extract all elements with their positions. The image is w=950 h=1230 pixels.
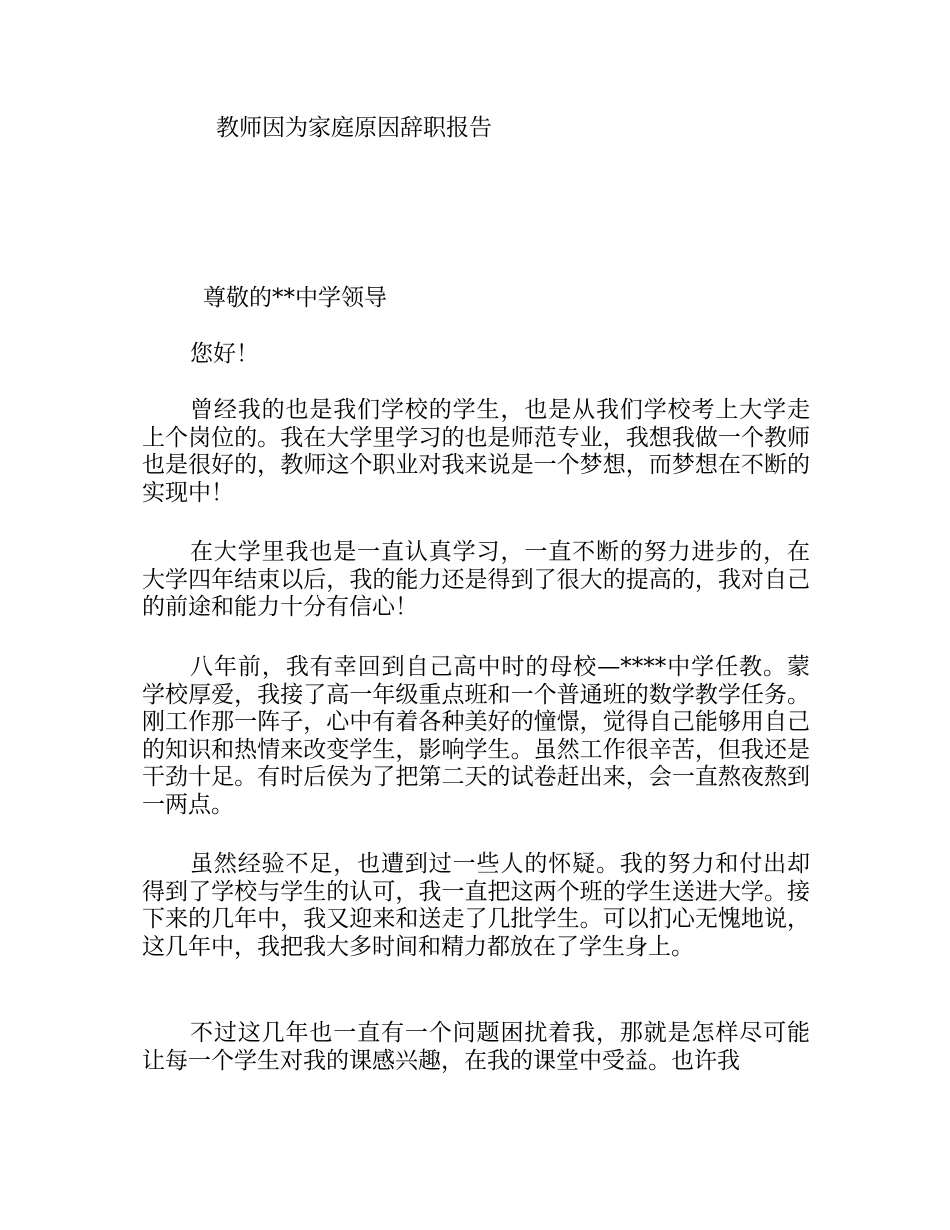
document-title: 教师因为家庭原因辞职报告 [216,115,492,141]
body-paragraph-3: 八年前，我有幸回到自己高中时的母校—****中学任教。蒙学校厚爱，我接了高一年级重点班和一个普通班的数学教学任务。刚工作那一阵子，心中有着各种美好的憧憬，觉得自己能够用自己的知识和热情来改变学生，影响学生。虽然工作很辛苦，但我还是干劲十足。有时后侯为了把第二天的试卷赶出来，会一直熬夜熬到一两点。 [142,654,810,818]
body-paragraph-2: 在大学里我也是一直认真学习，一直不断的努力进步的，在大学四年结束以后，我的能力还是得到了很大的提高的，我对自己的前途和能力十分有信心！ [142,539,810,620]
body-paragraph-5: 不过这几年也一直有一个问题困扰着我，那就是怎样尽可能让每一个学生对我的课感兴趣，在我的课堂中受益。也许我 [142,1020,810,1074]
body-paragraph-1: 曾经我的也是我们学校的学生，也是从我们学校考上大学走上个岗位的。我在大学里学习的也是师范专业，我想我做一个教师也是很好的，教师这个职业对我来说是一个梦想，而梦想在不断的实现中！ [142,397,810,506]
greeting: 您好！ [190,341,259,367]
body-paragraph-4: 虽然经验不足，也遭到过一些人的怀疑。我的努力和付出却得到了学校与学生的认可，我一直把这两个班的学生送进大学。接下来的几年中，我又迎来和送走了几批学生。可以扪心无愧地说，这几年中，我把我大多时间和精力都放在了学生身上。 [142,851,810,960]
salutation: 尊敬的**中学领导 [203,285,387,311]
